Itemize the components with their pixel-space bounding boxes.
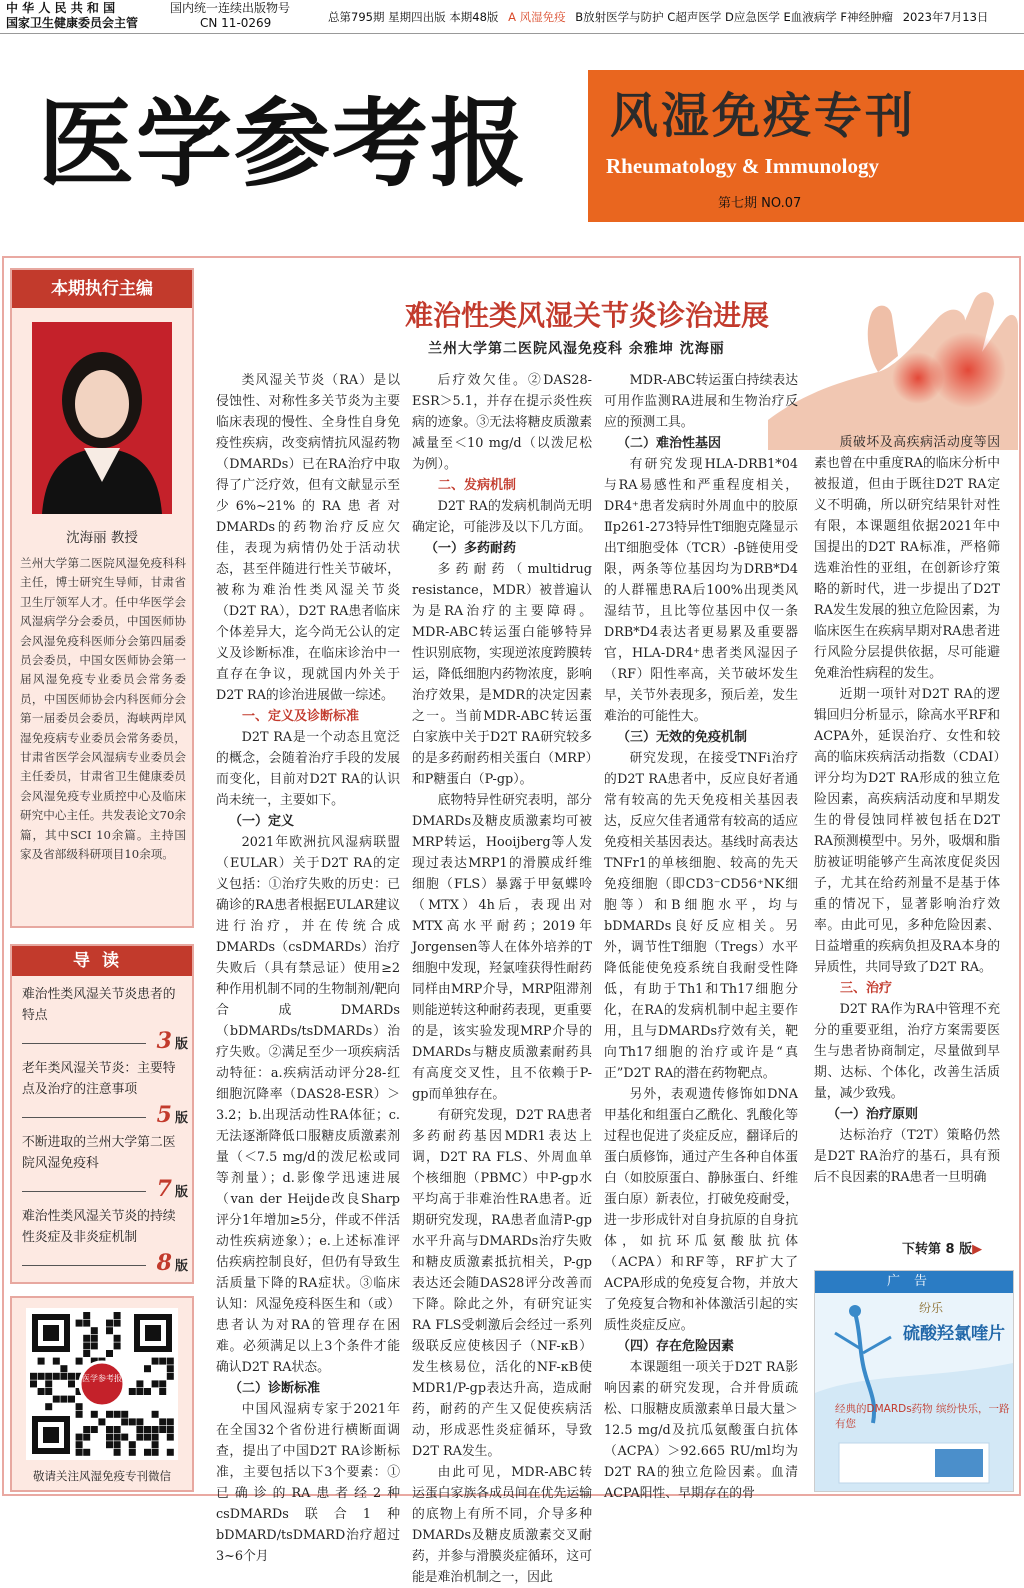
issue-meta — [328, 9, 988, 25]
guide-divider — [22, 1043, 146, 1044]
guide-item[interactable] — [22, 1206, 188, 1280]
special-edition-english: Rheumatology & Immunology — [606, 154, 880, 178]
article-column-2 — [412, 370, 592, 1585]
guide-item-text: 不断进取的兰州大学第二医院风湿免疫科 — [22, 1135, 176, 1171]
article-column-3 — [604, 370, 798, 1501]
guide-divider — [22, 1191, 146, 1192]
ad-body — [815, 1293, 1013, 1491]
article-paragraph: 有研究发现HLA-DRB1*04与RA易感性和严重程度相关，DR4⁺患者发病时外周血中的胶原Ⅱp261-273特异性T细胞克隆显示出T细胞受体（TCR）-β链使用受限，两条等位基因均为DRB*D4的人群罹患RA后100%出现类风湿结节，且比等位基因中仅一条DRB*D4表达者更易累及重要器官，HLA-DR4⁺患者类风湿因子（RF）阳性率高，关节破坏发生早，关节外表现多，预后差，发生难治的可能性大。 — [604, 457, 798, 724]
guide-item[interactable] — [22, 1132, 188, 1206]
guide-item-text: 老年类风湿关节炎：主要特点及治疗的注意事项 — [22, 1061, 176, 1097]
masthead-right — [588, 70, 1024, 222]
article-subheading: （一）治疗原则 — [827, 1107, 919, 1122]
qr-caption: 敬请关注风湿免疫专刊微信 — [33, 1469, 171, 1483]
article-paragraph: 底物特异性研究表明，部分DMARDs及糖皮质激素均可被MRP转运，Hooijberg等人发现过表达MRP1的滑膜成纤维细胞（FLS）暴露于甲氨蝶呤（MTX）4h后，表现出对MTX高水平耐药；2019年Jorgensen等人在体外培养的T细胞中发现，羟氯喹获得性耐药同样由MRP介导，MRP阻滞剂则能逆转这种耐药表现，更重要的是，该实验发现MRP介导的DMARDs与糖皮质激素耐药具有高度交叉性，且不依赖于P-gp而单独存在。 — [412, 793, 592, 1102]
cn-number-block — [170, 1, 290, 31]
hand-illustration — [768, 260, 1018, 450]
article-subheading: 三、治疗 — [840, 981, 893, 996]
masthead-left — [0, 70, 588, 222]
article-column-4 — [814, 432, 1000, 1222]
article-subheading: （四）存在危险因素 — [617, 1339, 735, 1354]
main-article — [202, 260, 1018, 1585]
main-frame — [2, 256, 1021, 1585]
guide-page-number: 8 — [156, 1250, 172, 1276]
guide-page-number: 5 — [156, 1102, 172, 1128]
publisher-org — [6, 1, 138, 31]
article-subheading: （二）诊断标准 — [229, 1381, 321, 1396]
article-paragraph: D2T RA的发病机制尚无明确定论，可能涉及以下几方面。 — [412, 499, 592, 535]
article-column-1 — [216, 370, 400, 1564]
guide-item-text: 难治性类风湿关节炎的持续性炎症及非炎症机制 — [22, 1209, 176, 1245]
editor-bio: 兰州大学第二医院风湿免疫科科主任，博士研究生导师，甘肃省卫生厅领军人才。任中华医学会风湿病学分会委员，中国医师协会风湿免疫科医师分会第四届委员会委员，中国女医师协会第一届风湿免疫专业委员会常务委员，中国医师协会内科医师分会第一届委员会委员，海峡两岸风湿免疫病专业委员会常务委员，甘肃省医学会风湿病专业委员会主任委员，甘肃省卫生健康委员会风湿免疫专业质控中心及临床研究中心主任。共发表论文70余篇，其中SCI 10余篇。主持国家及省部级科研项目10余项。 — [20, 556, 186, 862]
continued-notice[interactable] — [902, 1238, 982, 1257]
guide-page-unit: 版 — [174, 1185, 188, 1200]
guide-page-ref — [157, 1102, 188, 1128]
article-subheading: （一）多药耐药 — [425, 541, 517, 556]
qr-badge-text: 医学参考报 — [82, 1374, 122, 1383]
guide-page-ref — [157, 1250, 188, 1276]
article-paragraph: D2T RA作为RA中管理不充分的重要亚组，治疗方案需要医生与患者协商制定，尽量做到早期、达标、个体化，改善生活质量，减少致残。 — [814, 1002, 1000, 1101]
article-paragraph: 2021年欧洲抗风湿病联盟（EULAR）关于D2T RA的定义包括：①治疗失败的历史：已确诊的RA患者根据EULAR建议进行治疗，并在传统合成DMARDs（csDMARDs）治疗失败后（具有禁忌证）使用≥2种作用机制不同的生物制剂/靶向合成DMARDs（bDMARDs/tsDMARDs）治疗失败。②满足至少一项疾病活动特征：a.疾病活动评分28-红细胞沉降率（DAS28-ESR）＞3.2；b.出现活动性RA体征；c.无法逐渐降低口服糖皮质激素剂量（＜7.5 mg/d的泼尼松或同等剂量）；d.影像学迅速进展（van der Heijde改良Sharp评分1年增加≥5分，伴或不伴活动性疾病迹象）；e.上述标准评估疾病控制良好，但仍有导致生活质量下降的RA症状。③临床认知：风湿免疫科医生和（或）患者认为对RA的管理存在困难。必须满足以上3个条件才能确认D2T RA状态。 — [216, 835, 400, 1375]
guide-page-ref — [157, 1176, 188, 1202]
guide-page-ref — [157, 1028, 188, 1054]
guide-item-text: 难治性类风湿关节炎患者的特点 — [22, 987, 176, 1023]
issue-date: 2023年7月13日 — [902, 10, 989, 24]
ad-product-name: 硫酸羟氯喹片 — [903, 1324, 1005, 1344]
article-paragraph: 达标治疗（T2T）策略仍然是D2T RA治疗的基石，具有预后不良因素的RA患者一旦明确 — [814, 1128, 1000, 1185]
editor-portrait — [32, 322, 172, 514]
article-paragraph: 另外，表观遗传修饰如DNA甲基化和组蛋白乙酰化、乳酸化等过程也促进了炎症反应，翻译后的蛋白质修饰，通过产生各种自体蛋白（如胶原蛋白、静脉蛋白、纤维蛋白原）新表位，打破免疫耐受，进一步形成针对自身抗原的自身抗体，如抗环瓜氨酸肽抗体（ACPA）和RF等，RF扩大了ACPA形成的免疫复合物，并放大了免疫复合物和补体激活引起的实质性炎症反应。 — [604, 1087, 798, 1333]
wechat-qr-panel — [10, 1296, 194, 1492]
continued-arrow-icon: ▶ — [972, 1242, 983, 1257]
ad-label: 广告 — [815, 1271, 1013, 1293]
article-paragraph: 多药耐药（multidrug resistance，MDR）被普遍认为是RA治疗的主要障碍。MDR-ABC转运蛋白能够特异性识别底物，实现逆浓度跨膜转运，降低细胞内药物浓度，影响治疗效果，是MDR的决定因素之一。当前MDR-ABC转运蛋白家族中关于D2T RA研究较多的是多药耐药相关蛋白（MRP）和P糖蛋白（P-gp）。 — [412, 562, 592, 787]
article-paragraph: 本课题组一项关于D2T RA影响因素的研究发现，合并骨质疏松、口服糖皮质激素单日最大量＞12.5 mg/d及抗瓜氨酸蛋白抗体（ACPA）＞92.665 RU/ml均为D2T RA的独立危险因素。血清ACPA阳性、早期存在的骨 — [604, 1360, 798, 1501]
cn-label: 国内统一连续出版物号 — [170, 1, 291, 15]
guide-panel — [10, 944, 194, 1284]
section-list: B放射医学与防护 C超声医学 D应急医学 E血液病学 F神经肿瘤 — [575, 10, 894, 24]
article-paragraph: D2T RA是一个动态且宽泛的概念，会随着治疗手段的发展而变化，目前对D2T RA的认识尚未统一，主要如下。 — [216, 730, 400, 808]
editor-panel — [10, 268, 194, 928]
article-author: 兰州大学第二医院风湿免疫科 余雅坤 沈海丽 — [428, 341, 725, 357]
article-subheading: （三）无效的免疫机制 — [617, 730, 748, 745]
guide-item[interactable] — [22, 1058, 188, 1132]
article-paragraph: 有研究发现，D2T RA患者多药耐药基因MDR1表达上调，D2T RA FLS、外周血单个核细胞（PBMC）中P-gp水平均高于非难治性RA患者。近期研究发现，RA患者血清P-gp水平升高与DMARDs治疗失败和糖皮质激素抵抗相关，P-gp表达还会随DAS28评分改善而下降。除此之外，有研究证实RA FLS受刺激后会经过一系列级联反应使核因子（NF-κB）发生核易位，活化的NF-κB使MDR1/P-gp表达升高，造成耐药，耐药的产生又促使疾病活动，形成恶性炎症循环，导致D2T RA发生。 — [412, 1108, 592, 1459]
article-subheading: 二、发病机制 — [438, 478, 517, 493]
article-paragraph: 后疗效欠佳。②DAS28-ESR＞5.1，并存在提示炎性疾病的迹象。③无法将糖皮质激素减量至＜10 mg/d（以泼尼松为例）。 — [412, 373, 592, 472]
article-paragraph: 质破坏及高疾病活动度等因素也曾在中重度RA的临床分析中被报道，但由于既往D2T RA定义不明确，所以研究结果针对性有限，本课题组依据2021年中国提出的D2T RA标准，严格筛选难治性的亚组，在创新诊疗策略的新时代，进一步提出了D2T RA发生发展的独立危险因素，为临床医生在疾病早期对RA患者进行风险分层提供依据，尽可能避免难治性病程的发生。 — [814, 435, 1000, 681]
article-subheading: 一、定义及诊断标准 — [242, 709, 360, 724]
article-title: 难治性类风湿关节炎诊治进展 — [404, 299, 769, 332]
issue-info: 总第795期 星期四出版 本期48版 — [328, 10, 499, 24]
ad-slogan: 经典的DMARDs药物 缤纷快乐，一路有您 — [835, 1403, 1010, 1430]
guide-page-number: 3 — [156, 1028, 172, 1054]
editor-name: 沈海丽 教授 — [66, 530, 138, 546]
guide-item[interactable] — [22, 984, 188, 1058]
newspaper-title: 医学参考报 — [38, 87, 528, 200]
guide-heading: 导读 — [12, 946, 192, 976]
continued-text: 下转第 8 版 — [902, 1242, 973, 1257]
advertisement[interactable] — [814, 1270, 1014, 1492]
guide-page-unit: 版 — [174, 1111, 188, 1126]
guide-divider — [22, 1265, 146, 1266]
cn-number: CN 11-0269 — [200, 16, 272, 30]
guide-divider — [22, 1117, 146, 1118]
org-line-1: 中 华 人 民 共 和 国 — [6, 1, 116, 15]
article-paragraph: 由此可见，MDR-ABC转运蛋白家族各成员间在优先运输的底物上有所不同，介导多种DMARDs及糖皮质激素交叉耐药，并参与滑膜炎症循环，这可能是难治机制之一，因此 — [412, 1465, 592, 1585]
guide-page-unit: 版 — [174, 1037, 188, 1052]
guide-page-number: 7 — [156, 1176, 172, 1202]
guide-page-unit: 版 — [174, 1259, 188, 1274]
top-strip — [0, 0, 1024, 34]
masthead — [0, 70, 1024, 222]
article-paragraph: 类风湿关节炎（RA）是以侵蚀性、对称性多关节炎为主要临床表现的慢性、全身性自身免疫性疾病，改变病情抗风湿药物（DMARDs）已在RA治疗中取得了广泛疗效，但有文献显示至少6%~21%的RA患者对DMARDs的药物治疗反应欠佳，表现为病情仍处于活动状态，甚至伴随进行性关节破坏，被称为难治性类风湿关节炎（D2T RA），D2T RA患者临床个体差异大，迄今尚无公认的定义及诊断标准，在临床诊治中一直存在争议，现就国内外关于D2T RA的诊治进展做一综述。 — [216, 373, 400, 703]
article-subheading: （一）定义 — [229, 814, 295, 829]
ad-brand: 纷乐 — [919, 1301, 944, 1315]
article-subheading: （二）难治性基因 — [617, 436, 722, 451]
article-paragraph: 研究发现，在接受TNFi治疗的D2T RA患者中，反应良好者通常有较高的先天免疫相关基因表达，反应欠佳者通常有较高的适应免疫相关基因表达。基线时高表达TNFr1的单核细胞、较高的先天免疫细胞（即CD3⁻CD56⁺NK细胞等）和B细胞水平，均与bDMARDs良好反应相关。另外，调节性T细胞（Tregs）水平降低能使免疫系统自我耐受性降低，有助于Th1和Th17细胞分化，在RA的发病机制中起主要作用，且与DMARDs疗效有关，靶向Th17细胞的治疗或许是“真正”D2T RA的潜在药物靶点。 — [604, 751, 798, 1081]
org-line-2: 国家卫生健康委员会主管 — [6, 16, 139, 30]
article-paragraph: MDR-ABC转运蛋白持续表达可用作监测RA进展和生物治疗反应的预测工具。 — [604, 373, 798, 430]
editor-heading: 本期执行主编 — [12, 270, 192, 308]
article-paragraph: 近期一项针对D2T RA的逻辑回归分析显示，除高水平RF和ACPA外，延误治疗、女性和较高的临床疾病活动指数（CDAI）评分均为D2T RA形成的独立危险因素，高疾病活动度和早期发生的骨侵蚀同样被包括在D2T RA预测模型中。另外，吸烟和脂肪被证明能够产生高浓度促炎因子，尤其在给药剂量不是基于体重的情况下，显著影响治疗效率。由此可见，多种危险因素、日益增重的疾病负担及RA本身的异质性，共同导致了D2T RA。 — [814, 687, 1000, 975]
article-paragraph: 中国风湿病专家于2021年在全国32个省份进行横断面调查，提出了中国D2T RA诊断标准，主要包括以下3个要素：①已确诊的RA患者经2种csDMARDs联合1种bDMARD/tsDMARD治疗超过3~6个月 — [216, 1402, 400, 1564]
section-a-label: A 风湿免疫 — [508, 10, 566, 24]
qr-code[interactable] — [26, 1308, 178, 1460]
issue-number: 第七期 NO.07 — [718, 196, 802, 211]
special-edition-title: 风湿免疫专刊 — [610, 88, 917, 144]
